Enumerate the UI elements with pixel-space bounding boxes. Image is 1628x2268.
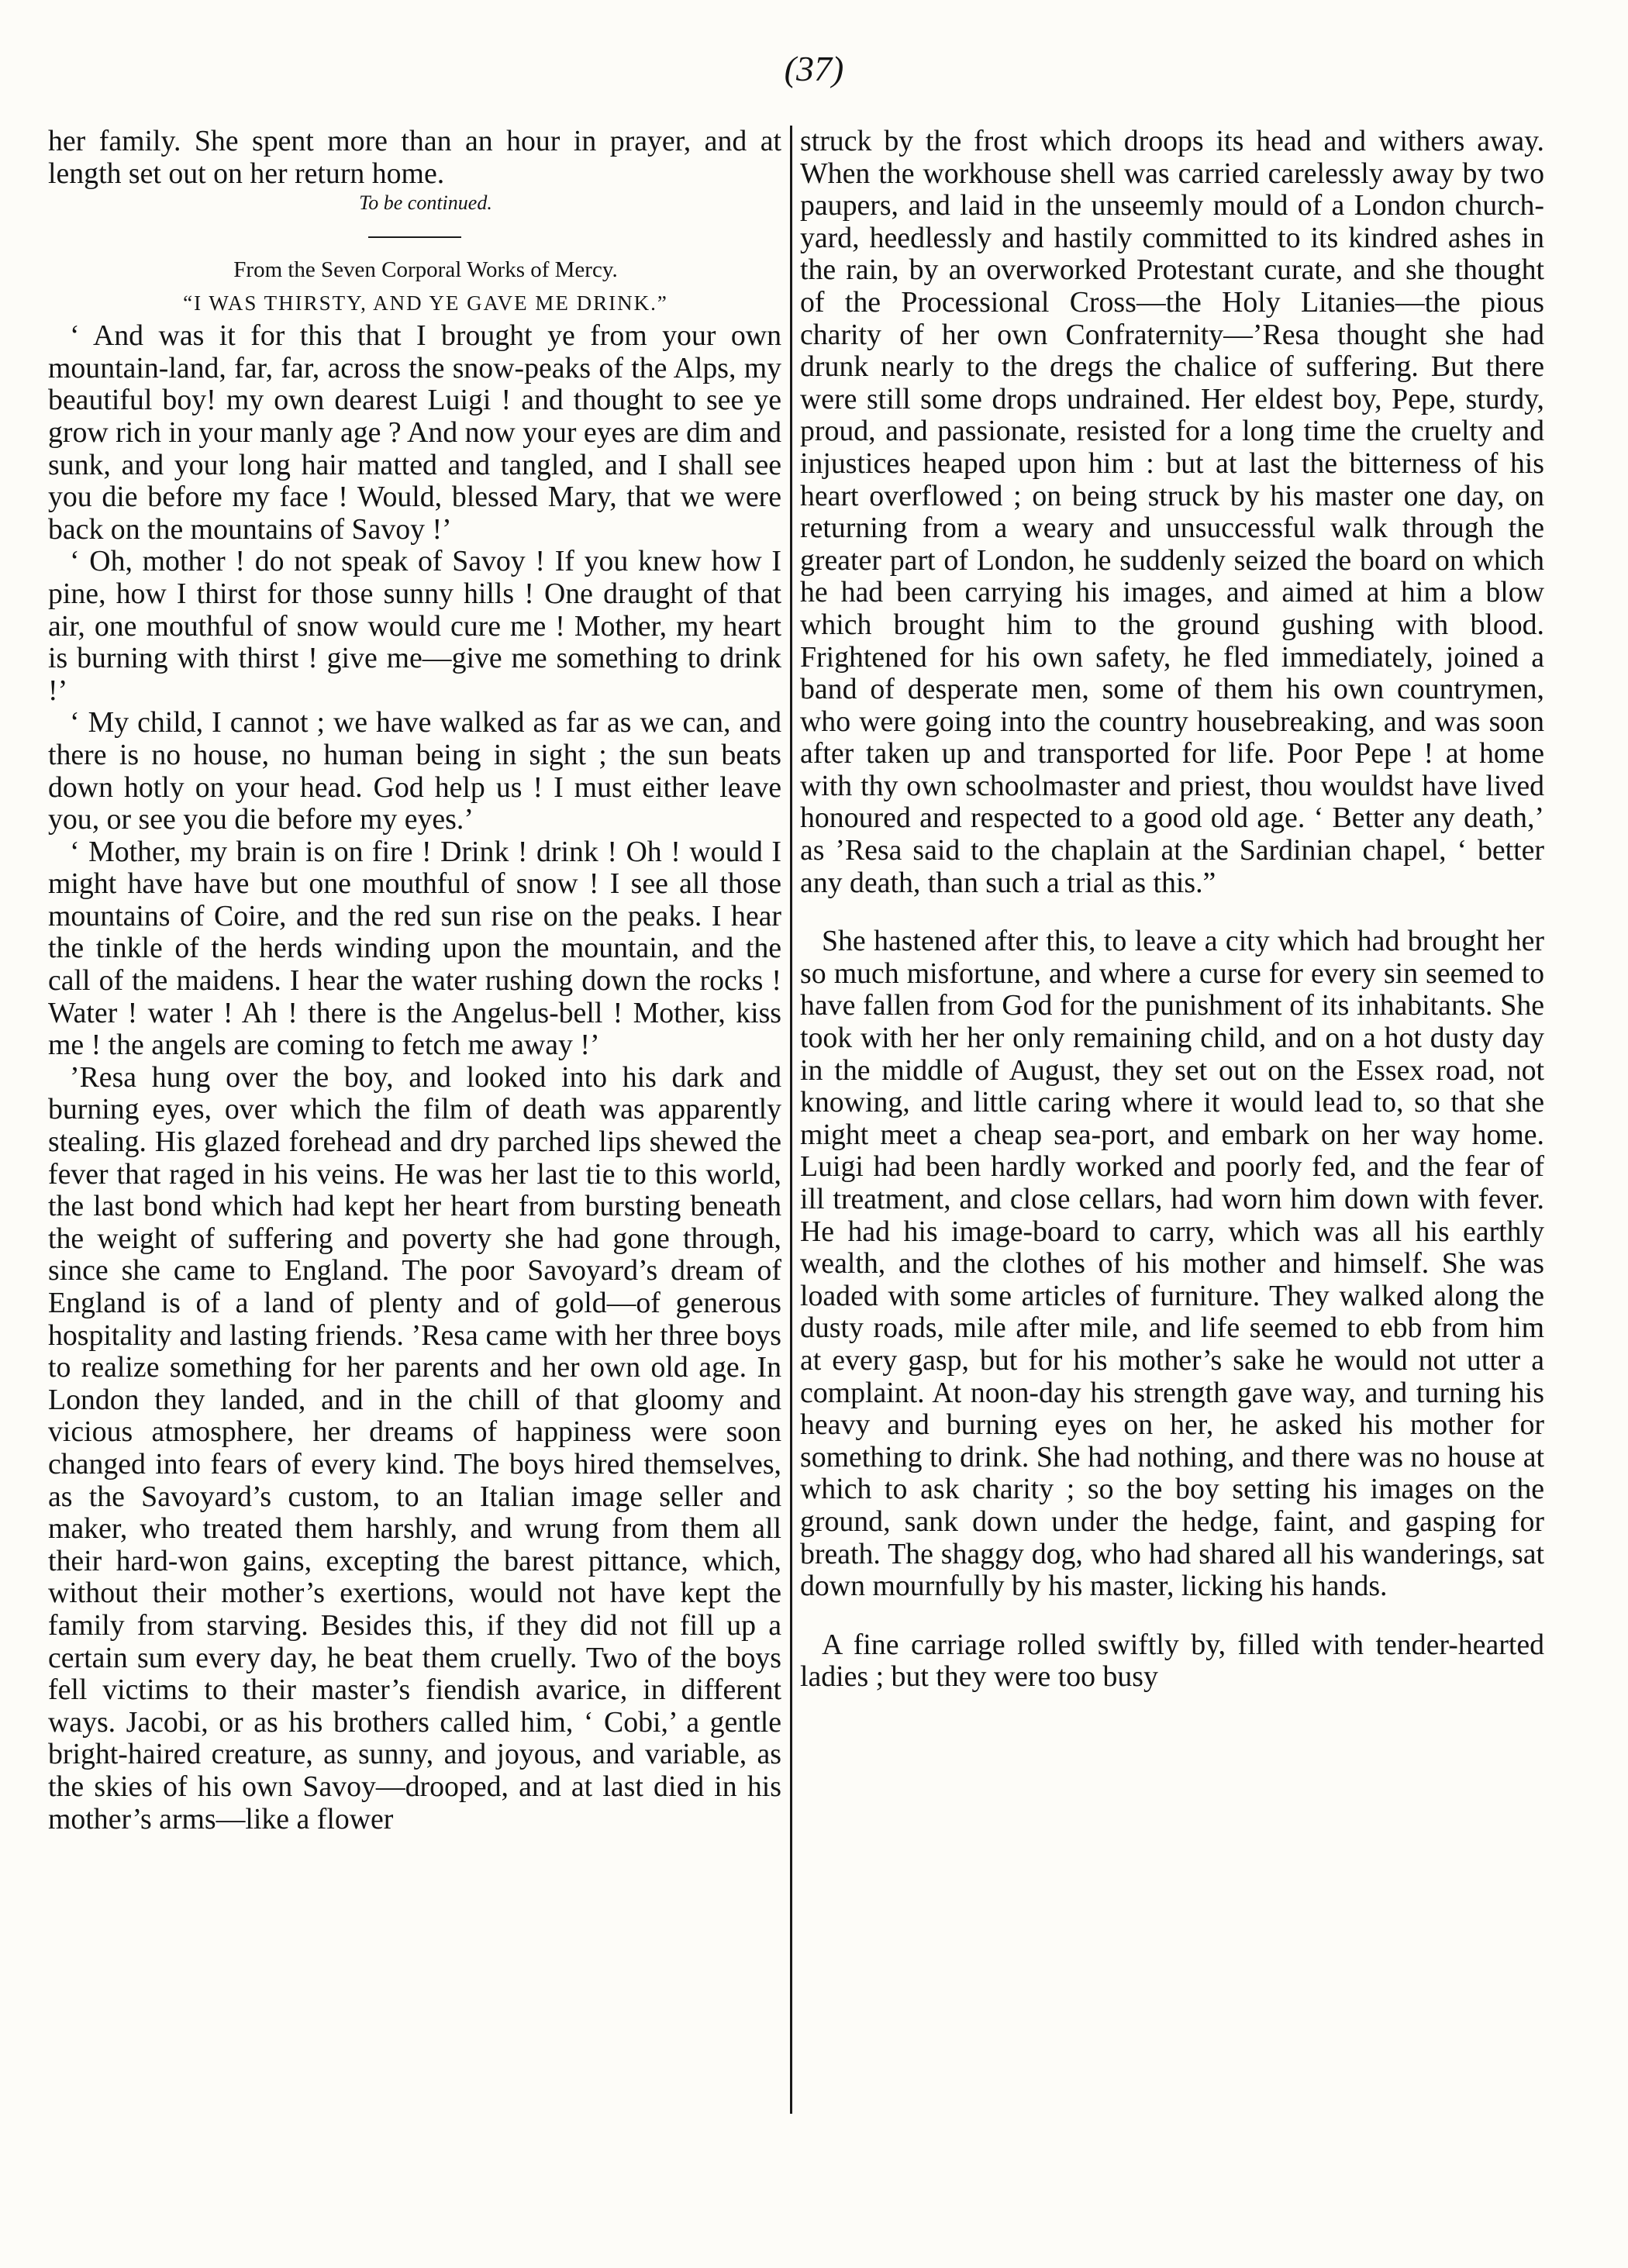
to-be-continued: To be continued. [359,191,492,215]
left-column [48,126,781,2218]
paragraph: ‘ Mother, my brain is on fire ! Drink ! drink ! Oh ! would I might have have but one mouthful of snow ! I see all those mountains of Coire, and the red sun rise on the peaks. I hear the tinkle of the herds winding upon the mountain, and the call of the maidens. I hear the water rushing down the rocks ! Water ! water ! Ah ! there is the Angelus-bell ! Mother, kiss me ! the angels are coming to fetch me away !’ [48,835,781,1062]
paragraph: ‘ My child, I cannot ; we have walked as far as we can, and there is no house, no human being in sight ; the sun beats down hotly on your head. God help us ! I must either leave you, or see you die before my eyes.’ [48,706,781,836]
paragraph: A fine carriage rolled swiftly by, filled with tender-hearted ladies ; but they were too busy [800,1628,1544,1694]
paragraph: She hastened after this, to leave a city which had brought her so much misfortune, and where a curse for every sin seemed to have fallen from God for the punishment of its inhabitants. She took with her her only remaining child, and on a hot dusty day in the middle of August, they set out on the Essex road, not knowing, and little caring where it would lead to, so that she might meet a cheap sea-port, and embark on her way home. Luigi had been hardly worked and poorly fed, and the fear of ill treatment, and close cellars, had worn him down with fever. He had his image-board to carry, which was all his earthly wealth, and the clothes of his mother and himself. She was loaded with some articles of furniture. They walked along the dusty roads, mile after mile, and life seemed to ebb from him at every gasp, but for his mother’s sake he would not utter a complaint. At noon-day his strength gave way, and turning his heavy and burning eyes on her, he asked his mother for something to drink. She had nothing, and there was no house at which to ask charity ; so the boy setting his images on the ground, sank down under the hedge, faint, and gasping for breath. The shaggy dog, who had shared all his wanderings, sat down mournfully by his master, licking his hands. [800,925,1544,1603]
article-source: From the Seven Corporal Works of Mercy. [233,257,618,283]
section-divider [368,236,461,238]
right-column [800,126,1544,2218]
opening-paragraph: her family. She spent more than an hour in prayer, and at length set out on her return home. [48,126,781,190]
column-rule [790,126,792,2114]
paragraph: ‘ Oh, mother ! do not speak of Savoy ! If you knew how I pine, how I thirst for those sunny hills ! One draught of that air, one mouthful of snow would cure me ! Mother, my heart is burning with thirst ! give me—give me something to drink !’ [48,545,781,707]
paragraph: struck by the frost which droops its head and withers away. When the workhouse shell was carried carelessly away by two paupers, and laid in the unseemly mould of a London church-yard, heedlessly and hastily committed to its kindred ashes in the rain, by an overworked Protestant curate, and she thought of the Processional Cross—the Holy Litanies—the pious charity of her own Confraternity—’Resa thought she had drunk nearly to the dregs the chalice of suffering. But there were still some drops undrained. Her eldest boy, Pepe, sturdy, proud, and passionate, resisted for a long time the cruelty and injustices heaped upon him : but at last the bitterness of his heart overflowed ; on being struck by his master one day, on returning from a weary and unsuccessful walk through the greater part of London, he suddenly seized the board on which he had been carrying his images, and aimed at him a blow which brought him to the ground gushing with blood. Frightened for his own safety, he fled immediately, joined a band of desperate men, some of them his own countrymen, who were going into the country housebreaking, and was soon after taken up and transported for life. Poor Pepe ! at home with thy own schoolmaster and priest, thou wouldst have lived honoured and respected to a good old age. ‘ Better any death,’ as ’Resa said to the chaplain at the Sardinian chapel, ‘ better any death, than such a trial as this.” [800,126,1544,899]
article-headline: “I WAS THIRSTY, AND YE GAVE ME DRINK.” [183,291,668,315]
paragraph: ’Resa hung over the boy, and looked into his dark and burning eyes, over which the film of death was apparently stealing. His glazed forehead and dry parched lips shewed the fever that raged in his veins. He was her last tie to this world, the last bond which had kept her heart from bursting beneath the weight of suffering and poverty she had gone through, since she came to England. The poor Savoyard’s dream of England is of a land of plenty and of gold—of generous hospitality and lasting friends. ’Resa came with her three boys to realize something for her parents and her own old age. In London they landed, and in the chill of that gloomy and vicious atmosphere, her dreams of happiness were soon changed into fears of every kind. The boys hired themselves, as the Savoyard’s custom, to an Italian image seller and maker, who treated them harshly, and wrung from them all their hard-won gains, excepting the barest pittance, which, without their mother’s exertions, would not have kept the family from starving. Besides this, if they did not fill up a certain sum every day, he beat them cruelly. Two of the boys fell victims to their master’s fiendish avarice, in different ways. Jacobi, or as his brothers called him, ‘ Cobi,’ a gentle bright-haired creature, as sunny, and joyous, and variable, as the skies of his own Savoy—drooped, and at last died in his mother’s arms—like a flower [48,1060,781,1835]
paragraph: ‘ And was it for this that I brought ye from your own mountain-land, far, far, across the snow-peaks of the Alps, my beautiful boy! my own dearest Luigi ! and thought to see ye grow rich in your manly age ? And now your eyes are dim and sunk, and your long hair matted and tangled, and I shall see you die before my face ! Would, blessed Mary, that we were back on the mountains of Savoy !’ [48,319,781,546]
page-number: (37) [784,49,844,88]
